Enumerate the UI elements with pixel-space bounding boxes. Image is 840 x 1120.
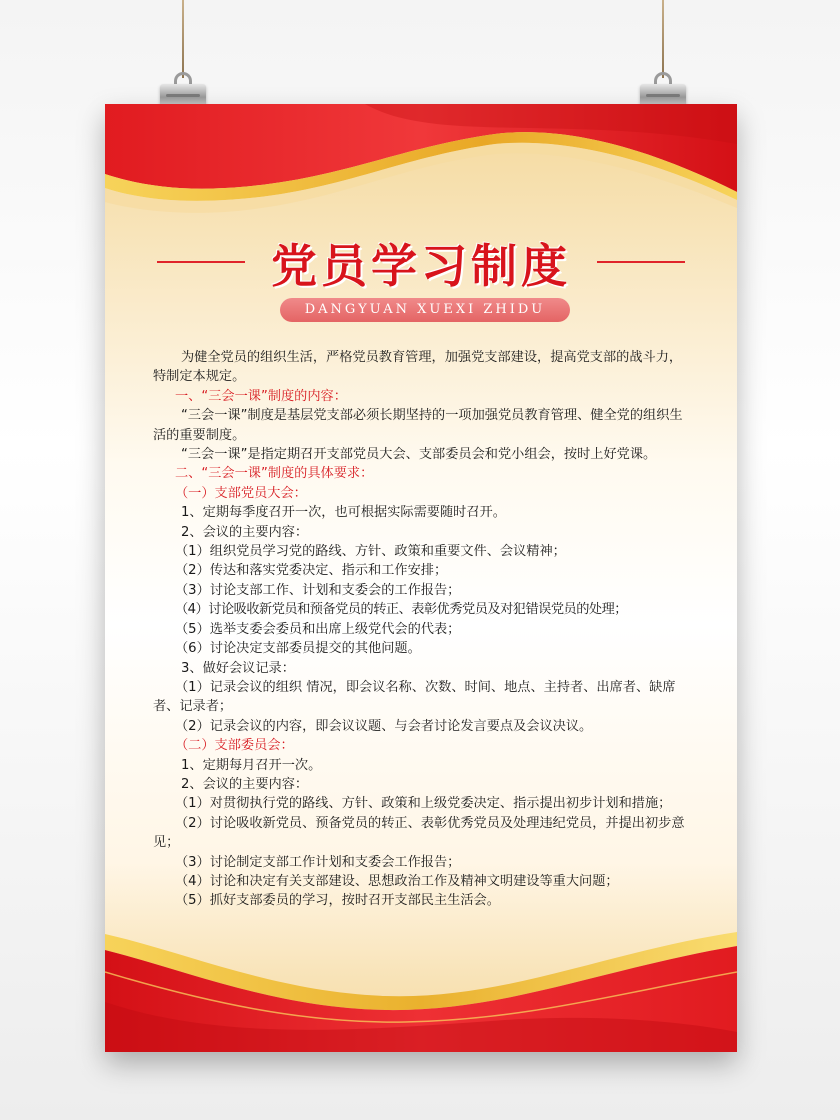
- numbered-item: 2、会议的主要内容：: [181, 524, 309, 540]
- poster-title: 党员学习制度: [271, 239, 571, 293]
- list-item: （1）记录会议的组织 情况，即会议名称、次数、时间、地点、主持者、出席者、缺席者、记录者；: [153, 679, 676, 715]
- numbered-item: 3、做好会议记录：: [181, 660, 295, 676]
- hanging-string-left: [182, 0, 184, 78]
- numbered-item: 2、会议的主要内容：: [181, 776, 309, 792]
- list-item: （4）讨论吸收新党员和预备党员的转正、表彰优秀党员及对犯错误党员的处理；: [175, 602, 627, 618]
- list-item: （2）记录会议的内容，即会议议题、与会者讨论发言要点及会议决议。: [175, 718, 593, 734]
- section-heading-1: 一、“三会一课”制度的内容：: [175, 388, 347, 404]
- poster: [105, 104, 737, 1052]
- numbered-item: 1、定期每月召开一次。: [181, 757, 322, 773]
- numbered-item: 1、定期每季度召开一次，也可根据实际需要随时召开。: [181, 505, 506, 521]
- list-item: （2）传达和落实党委决定、指示和工作安排；: [175, 563, 448, 579]
- list-item: （5）选举支委会委员和出席上级党代会的代表；: [175, 621, 461, 637]
- list-item: （5）抓好支部委员的学习，按时召开支部民主生活会。: [175, 893, 500, 909]
- subsection-heading-2: （二）支部委员会：: [175, 738, 294, 754]
- list-item: （3）讨论制定支部工作计划和支委会工作报告；: [175, 854, 461, 870]
- body-text: [153, 348, 695, 911]
- list-item: （1）组织党员学习党的路线、方针、政策和重要文件、会议精神；: [175, 544, 566, 560]
- poster-subtitle: DANGYUAN XUEXI ZHIDU: [280, 298, 570, 322]
- section-heading-2: 二、“三会一课”制度的具体要求：: [175, 466, 374, 482]
- title-row: [105, 230, 737, 294]
- top-wave-decoration: [105, 104, 737, 234]
- list-item: （3）讨论支部工作、计划和支委会的工作报告；: [175, 582, 461, 598]
- list-item: （2）讨论吸收新党员、预备党员的转正、表彰优秀党员及处理违纪党员，并提出初步意见；: [153, 815, 685, 851]
- list-item: （4）讨论和决定有关支部建设、思想政治工作及精神文明建设等重大问题；: [175, 873, 619, 889]
- title-rule-left: [157, 261, 245, 263]
- paragraph: “三会一课”制度是基层党支部必须长期坚持的一项加强党员教育管理、健全党的组织生活的重要制度。: [153, 408, 683, 443]
- paragraph: “三会一课”是指定期召开支部党员大会、支部委员会和党小组会，按时上好党课。: [181, 447, 657, 463]
- title-rule-right: [597, 261, 685, 263]
- intro-paragraph: 为健全党员的组织生活，严格党员教育管理，加强党支部建设，提高党支部的战斗力，特制定本规定。: [153, 350, 683, 385]
- bottom-wave-decoration: [105, 912, 737, 1052]
- subsection-heading-1: （一）支部党员大会：: [175, 485, 307, 501]
- list-item: （1）对贯彻执行党的路线、方针、政策和上级党委决定、指示提出初步计划和措施；: [175, 796, 672, 812]
- hanging-string-right: [662, 0, 664, 78]
- list-item: （6）讨论决定支部委员提交的其他问题。: [175, 641, 421, 657]
